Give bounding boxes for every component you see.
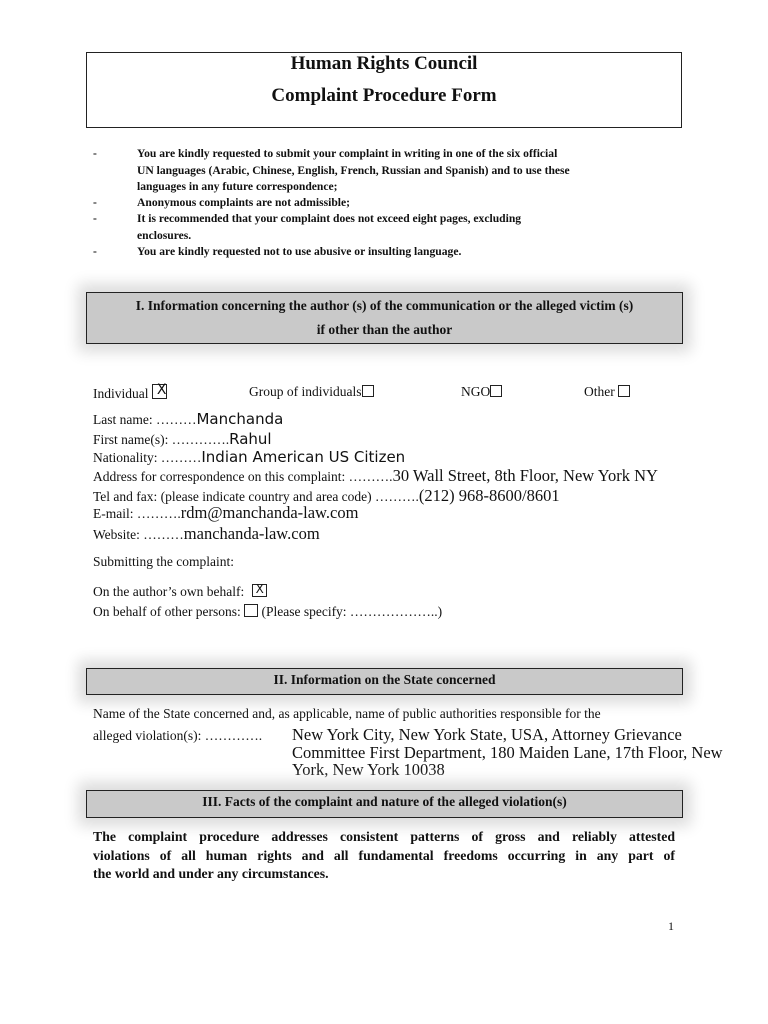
section-3-heading: III. Facts of the complaint and nature of the alleged violation(s) bbox=[86, 790, 683, 818]
last-name-field: Last name: ………Manchanda bbox=[93, 410, 284, 428]
submitting-heading: Submitting the complaint: bbox=[93, 554, 234, 569]
state-label: alleged violation(s): …………. bbox=[93, 728, 263, 743]
form-subtitle: Complaint Procedure Form bbox=[271, 85, 497, 106]
form-title: Human Rights Council bbox=[290, 53, 478, 74]
other-persons-option[interactable]: On behalf of other persons: (Please specify: ………………..) bbox=[93, 604, 443, 619]
other-checkbox[interactable] bbox=[618, 385, 630, 397]
author-type-ngo[interactable]: NGO bbox=[461, 384, 502, 400]
last-name-value: Manchanda bbox=[196, 410, 284, 428]
individual-checkbox[interactable] bbox=[152, 384, 167, 399]
nationality-field: Nationality: ………Indian American US Citizen bbox=[93, 448, 406, 466]
state-answer: New York City, New York State, USA, Attorney Grievance Committee First Department, 180 Maiden Lane, 17th Floor, New York, New York 10038 bbox=[292, 725, 723, 779]
section-2-heading: II. Information on the State concerned bbox=[86, 668, 683, 695]
checkbox-mark: X bbox=[156, 382, 167, 398]
author-type-group[interactable]: Group of individuals bbox=[249, 384, 374, 400]
other-persons-checkbox[interactable] bbox=[244, 604, 258, 617]
author-type-individual[interactable]: Individual X bbox=[93, 382, 167, 401]
email-value: rdm@manchanda-law.com bbox=[180, 503, 359, 522]
own-behalf-checkbox[interactable] bbox=[252, 584, 267, 597]
state-description: Name of the State concerned and, as applicable, name of public authorities responsible for the bbox=[93, 706, 601, 721]
nationality-value: Indian American US Citizen bbox=[201, 448, 406, 466]
ngo-checkbox[interactable] bbox=[490, 385, 502, 397]
website-field: Website: ………manchanda-law.com bbox=[93, 524, 320, 543]
address-value: 30 Wall Street, 8th Floor, New York NY bbox=[392, 466, 658, 485]
form-title-box bbox=[86, 52, 682, 128]
checkbox-mark: X bbox=[255, 582, 264, 596]
own-behalf-option[interactable]: On the author’s own behalf: X bbox=[93, 584, 267, 600]
author-type-other[interactable]: Other bbox=[584, 384, 630, 400]
address-field: Address for correspondence on this complaint: ……….30 Wall Street, 8th Floor, New York NY bbox=[93, 466, 658, 485]
tel-fax-field: Tel and fax: (please indicate country and area code) ……….(212) 968-8600/8601 bbox=[93, 486, 560, 505]
section-3-paragraph: The complaint procedure addresses consistent patterns of gross and reliably attested violations of all human rights and all fundamental freedoms occurring in any part of the world and under any circumstances. bbox=[93, 829, 675, 881]
section-1-heading: I. Information concerning the author (s) of the communication or the alleged victim (s) if other than the author bbox=[86, 292, 683, 344]
tel-fax-value: (212) 968-8600/8601 bbox=[418, 486, 560, 505]
first-name-value: Rahul bbox=[229, 430, 272, 448]
website-value: manchanda-law.com bbox=[183, 524, 320, 543]
email-field: E-mail: ……….rdm@manchanda-law.com bbox=[93, 503, 359, 522]
page-number: 1 bbox=[668, 919, 674, 933]
group-checkbox[interactable] bbox=[362, 385, 374, 397]
first-name-field: First name(s): ………….Rahul bbox=[93, 430, 272, 448]
